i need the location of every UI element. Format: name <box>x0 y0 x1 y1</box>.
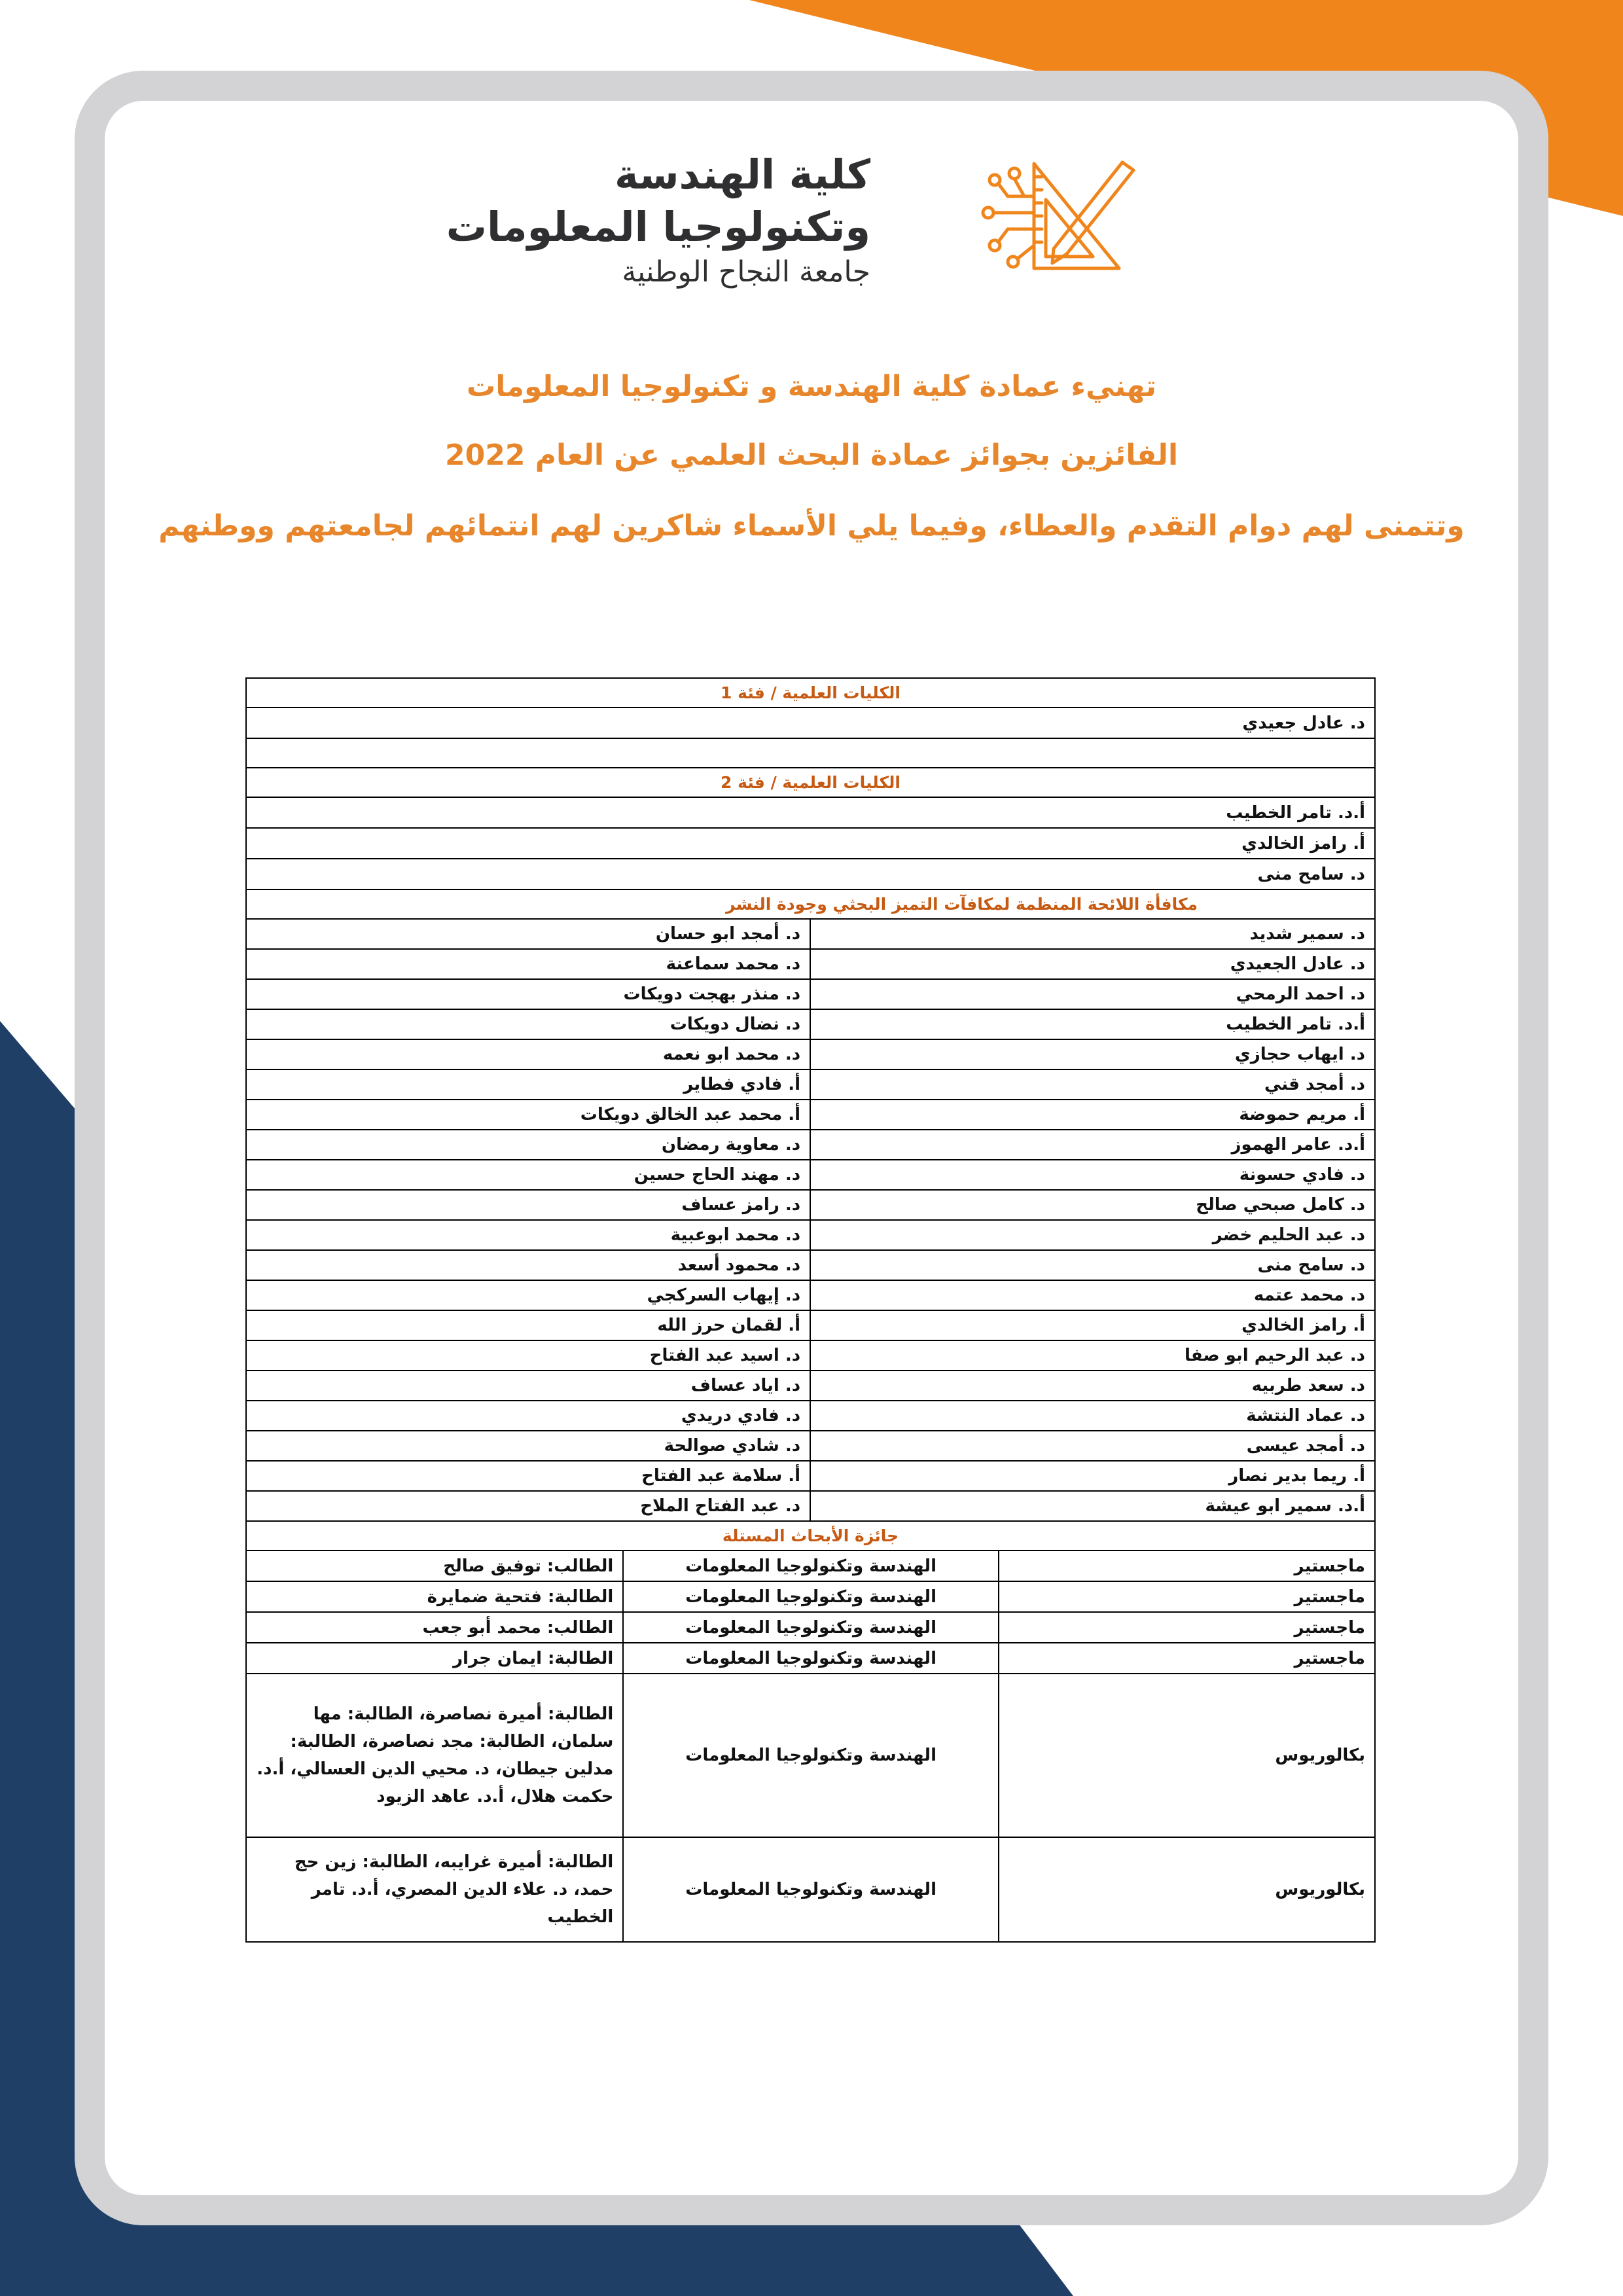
table-row <box>246 797 1375 828</box>
name-cell: أ. لقمان حرز الله <box>246 1310 810 1340</box>
name-cell: د. اسيد عبد الفتاح <box>246 1340 810 1371</box>
name-cell: د. عماد النتشة <box>810 1401 1375 1431</box>
name-cell: د. منذر بهجت دويكات <box>246 979 810 1009</box>
section-row <box>246 1521 1375 1551</box>
table-row <box>246 979 1375 1009</box>
researchers-cell: الطالبة: فتحية ضمايرة <box>246 1581 623 1612</box>
faculty-cell: الهندسة وتكنولوجيا المعلومات <box>623 1674 999 1837</box>
name-cell: د. كامل صبحي صالح <box>810 1190 1375 1220</box>
name-cell: أ.د. عامر الهموز <box>810 1130 1375 1160</box>
name-cell: د. محمد ابوعبية <box>246 1220 810 1250</box>
researchers-cell: الطالبة: أميرة غرايبه، الطالبة: زين حج حمد، د. علاء الدين المصري، أ.د. تامر الخطيب <box>246 1837 623 1942</box>
name-cell: د. محمد سماعنة <box>246 949 810 979</box>
faculty-cell: الهندسة وتكنولوجيا المعلومات <box>623 1837 999 1942</box>
awards-heading: الفائزين بجوائز عمادة البحث العلمي عن العام 2022 <box>444 439 1179 472</box>
faculty-cell: الهندسة وتكنولوجيا المعلومات <box>623 1551 999 1581</box>
degree-cell: بكالوريوس <box>999 1837 1375 1942</box>
spacer-row <box>246 738 1375 768</box>
name-cell: د. أمجد عيسى <box>810 1431 1375 1461</box>
name-cell: د. محمد عتمه <box>810 1280 1375 1310</box>
wishes-heading: وتتمنى لهم دوام التقدم والعطاء، وفيما يلي الأسماء شاكرين لهم انتمائهم لجامعتهم ووطنهم <box>158 509 1465 543</box>
section-title: مكافأة اللائحة المنظمة لمكافآت التميز البحثي وجودة النشر <box>246 889 1375 919</box>
faculty-cell: الهندسة وتكنولوجيا المعلومات <box>623 1612 999 1643</box>
name-cell: د. نضال دويكات <box>246 1009 810 1039</box>
name-cell: أ. مريم حموضة <box>810 1100 1375 1130</box>
name-cell: د. ايهاب حجازي <box>810 1039 1375 1069</box>
table-row <box>246 1612 1375 1643</box>
table-row <box>246 1069 1375 1100</box>
name-cell: د. عادل الجعيدي <box>810 949 1375 979</box>
faculty-cell: الهندسة وتكنولوجيا المعلومات <box>623 1643 999 1674</box>
name-cell: د. معاوية رمضان <box>246 1130 810 1160</box>
name-cell: أ. ريما بدير نصار <box>810 1461 1375 1491</box>
table-row <box>246 1310 1375 1340</box>
table-row <box>246 1130 1375 1160</box>
name-cell: د. عبد الفتاح الملاح <box>246 1491 810 1521</box>
circuit-ruler-pencil-icon <box>969 151 1139 281</box>
faculty-cell: الهندسة وتكنولوجيا المعلومات <box>623 1581 999 1612</box>
name-cell: د. شادي صوالحة <box>246 1431 810 1461</box>
winners-table <box>245 677 1376 1943</box>
name-cell: أ. رامز الخالدي <box>246 828 1375 859</box>
table-row <box>246 1160 1375 1190</box>
faculty-logo <box>446 151 1139 301</box>
section-title: جائزة الأبحاث المستلة <box>246 1521 1375 1551</box>
table-row <box>246 1431 1375 1461</box>
name-cell: د. عادل جعيدي <box>246 708 1375 738</box>
table-row <box>246 1280 1375 1310</box>
name-cell: د. اياد عساف <box>246 1371 810 1401</box>
name-cell: أ.د. تامر الخطيب <box>246 797 1375 828</box>
name-cell: د. مهند الحاج حسين <box>246 1160 810 1190</box>
degree-cell: ماجستير <box>999 1612 1375 1643</box>
table-row <box>246 828 1375 859</box>
table-row <box>246 1674 1375 1837</box>
name-cell: د. سامح منى <box>810 1250 1375 1280</box>
name-cell: د. سمير شديد <box>810 919 1375 949</box>
researchers-cell: الطالب: محمد أبو جعب <box>246 1612 623 1643</box>
table-row <box>246 1643 1375 1674</box>
table-row <box>246 708 1375 738</box>
name-cell: أ. محمد عبد الخالق دويكات <box>246 1100 810 1130</box>
researchers-cell: الطالبة: ايمان جرار <box>246 1643 623 1674</box>
name-cell: د. عبد الرحيم ابو صفا <box>810 1340 1375 1371</box>
name-cell: د. احمد الرمحي <box>810 979 1375 1009</box>
name-cell: د. عبد الحليم خضر <box>810 1220 1375 1250</box>
table-row <box>246 1009 1375 1039</box>
researchers-cell: الطالب: توفيق صالح <box>246 1551 623 1581</box>
name-cell: د. أمجد ابو حسان <box>246 919 810 949</box>
table-row <box>246 1401 1375 1431</box>
table-row <box>246 1371 1375 1401</box>
name-cell: أ. سلامة عبد الفتاح <box>246 1461 810 1491</box>
table-row <box>246 1100 1375 1130</box>
table-row <box>246 919 1375 949</box>
name-cell: د. محمد ابو نعمه <box>246 1039 810 1069</box>
table-row <box>246 859 1375 889</box>
table-row <box>246 1837 1375 1942</box>
table-row <box>246 1551 1375 1581</box>
degree-cell: ماجستير <box>999 1643 1375 1674</box>
section-title: الكليات العلمية / فئة 2 <box>246 768 1375 797</box>
researchers-cell: الطالبة: أميرة نصاصرة، الطالبة: مها سلمان، الطالبة: مجد نصاصرة، الطالبة: مدلين جيطان، د. محيي الدين العسالي، أ.د. حكمت هلال، أ.د. عاهد الزيود <box>246 1674 623 1837</box>
logo-faculty-name-line2: وتكنولوجيا المعلومات <box>446 203 870 251</box>
degree-cell: ماجستير <box>999 1551 1375 1581</box>
section-row <box>246 889 1375 919</box>
table-row <box>246 1461 1375 1491</box>
section-row <box>246 678 1375 708</box>
name-cell: أ.د. سمير ابو عيشة <box>810 1491 1375 1521</box>
name-cell: د. رامز عساف <box>246 1190 810 1220</box>
name-cell: د. سعد طربيه <box>810 1371 1375 1401</box>
table-row <box>246 1039 1375 1069</box>
table-row <box>246 1581 1375 1612</box>
table-row <box>246 1220 1375 1250</box>
logo-faculty-name-line1: كلية الهندسة <box>614 151 870 198</box>
degree-cell: بكالوريوس <box>999 1674 1375 1837</box>
table-row <box>246 1340 1375 1371</box>
name-cell: د. سامح منى <box>246 859 1375 889</box>
section-title: الكليات العلمية / فئة 1 <box>246 678 1375 708</box>
table-row <box>246 949 1375 979</box>
name-cell: د. فادي دريدي <box>246 1401 810 1431</box>
table-row <box>246 1190 1375 1220</box>
name-cell: أ.د. تامر الخطيب <box>810 1009 1375 1039</box>
name-cell: أ. رامز الخالدي <box>810 1310 1375 1340</box>
table-row <box>246 1250 1375 1280</box>
name-cell: د. محمود أسعد <box>246 1250 810 1280</box>
name-cell: أ. فادي فطاير <box>246 1069 810 1100</box>
logo-university-name: جامعة النجاح الوطنية <box>622 255 870 289</box>
congratulation-heading: تهنيء عمادة كلية الهندسة و تكنولوجيا المعلومات <box>466 370 1157 403</box>
name-cell: د. أمجد قني <box>810 1069 1375 1100</box>
table-row <box>246 1491 1375 1521</box>
degree-cell: ماجستير <box>999 1581 1375 1612</box>
name-cell: د. إيهاب السركجي <box>246 1280 810 1310</box>
section-row <box>246 768 1375 797</box>
name-cell: د. فادي حسونة <box>810 1160 1375 1190</box>
